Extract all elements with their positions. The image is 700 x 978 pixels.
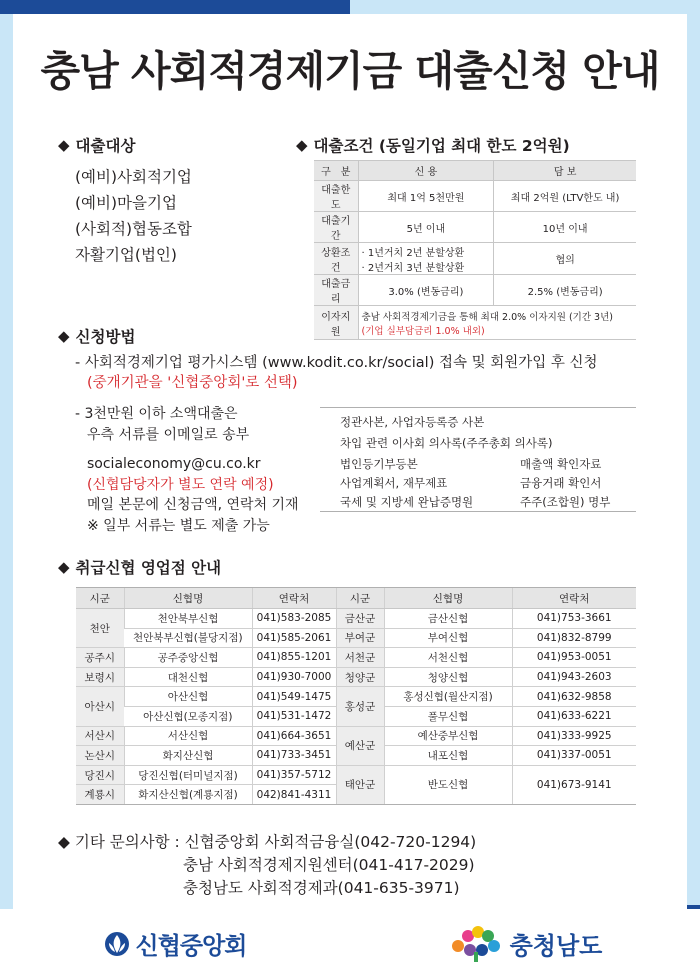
- shinhyup-emblem-icon: [104, 931, 130, 957]
- required-documents: [320, 407, 636, 512]
- document-item: 국세 및 지방세 완납증명원: [340, 495, 474, 509]
- email-address: socialeconomy@cu.co.kr: [87, 456, 261, 472]
- footer-left: [0, 909, 350, 978]
- diamond-bullet-icon: ◆: [58, 327, 70, 345]
- table-row: 천안 천안북부신협 041)583-2085 금산군 금산신협 041)753-3661: [76, 609, 636, 629]
- apply-line-email: - 3천만원 이하 소액대출은 우측 서류를 이메일로 송부 socialeconomy@cu.co.kr (신협담당자가 별도 연락 예정) 메일 본문에 신청금액, 연락처 기재 ※ 일부 서류는 별도 제출 가능: [75, 406, 299, 534]
- table-row: 천안북부신협(불당지점) 041)585-2061 부여군 부여신협 041)832-8799: [76, 628, 636, 648]
- contact-line: 충남 사회적경제지원센터(041-417-2029): [183, 856, 475, 874]
- document-item: 차입 관련 이사회 의사록(주주총회 의사록): [340, 436, 553, 450]
- table-row: 아산시 아산신협 041)549-1475 홍성군 홍성신협(월산지점) 041)632-9858: [76, 687, 636, 707]
- document-item: 법인등기부등본: [340, 457, 418, 471]
- target-item: (예비)사회적기업: [75, 168, 192, 186]
- chungnam-logo: 충청남도: [448, 924, 603, 964]
- target-heading: ◆ 대출대상: [58, 136, 136, 155]
- table-row: 상환조건 · 1년거치 2년 분할상환 · 2년거치 3년 분할상환 협의: [314, 243, 636, 275]
- table-row: 서산시 서산신협 041)664-3651 예산군 예산중부신협 041)333-9925: [76, 726, 636, 746]
- target-item: (사회적)협동조합: [75, 220, 192, 238]
- contact-line: 충청남도 사회적경제과(041-635-3971): [183, 879, 460, 897]
- document-item: 주주(조합원) 명부: [520, 495, 611, 509]
- document-item: 사업계획서, 재무제표: [340, 476, 448, 490]
- diamond-bullet-icon: ◆: [58, 558, 70, 576]
- contact-info: [58, 831, 476, 900]
- table-row: 계룡시 화지산신협(계룡지점) 042)841-4311: [76, 785, 636, 805]
- apply-heading: ◆ 신청방법: [58, 327, 136, 346]
- document-item: 매출액 확인자료: [520, 457, 602, 471]
- branches-heading: ◆ 취급신협 영업점 안내: [58, 558, 222, 577]
- page-title: 충남 사회적경제기금 대출신청 안내: [40, 47, 660, 95]
- table-row: 논산시 화지산신협 041)733-3451 내포신협 041)337-0051: [76, 746, 636, 766]
- diamond-bullet-icon: ◆: [58, 136, 70, 154]
- branches-table: [76, 587, 636, 805]
- table-row: 대출기간 5년 이내 10년 이내: [314, 212, 636, 243]
- table-row: 대출한도 최대 1억 5천만원 최대 2억원 (LTV한도 내): [314, 181, 636, 212]
- document-item: 정관사본, 사업자등록증 사본: [340, 415, 485, 429]
- conditions-table: [314, 160, 636, 340]
- shinhyup-logo: 신협중앙회: [104, 926, 247, 961]
- table-row: 아산신협(모종지점) 041)531-1472 풀무신협 041)633-6221: [76, 706, 636, 726]
- chungnam-emblem-icon: [448, 924, 504, 964]
- table-row: 당진시 당진신협(터미널지점) 041)357-5712 태안군 반도신협 041)673-9141: [76, 765, 636, 785]
- apply-line-online: - 사회적경제기업 평가시스템 (www.kodit.co.kr/social) 접속 및 회원가입 후 신청 (중개기관을 '신협중앙회'로 선택): [75, 355, 598, 391]
- table-row: 공주시 공주중앙신협 041)855-1201 서천군 서천신협 041)953-0051: [76, 648, 636, 668]
- footer-right: [350, 909, 700, 978]
- table-row: 대출금리 3.0% (변동금리) 2.5% (변동금리): [314, 275, 636, 306]
- contact-line: ◆ 기타 문의사항 : 신협중앙회 사회적금융실(042-720-1294): [58, 833, 477, 851]
- diamond-bullet-icon: ◆: [296, 136, 308, 154]
- document-item: 금융거래 확인서: [520, 476, 602, 490]
- table-row: 이자지원 충남 사회적경제기금을 통해 최대 2.0% 이자지원 (기간 3년) (기업 실부담금리 1.0% 내외): [314, 306, 636, 340]
- target-item: (예비)마을기업: [75, 194, 177, 212]
- target-item: 자활기업(법인): [75, 246, 177, 264]
- table-row: 보령시 대천신협 041)930-7000 청양군 청양신협 041)943-2603: [76, 667, 636, 687]
- target-list: [75, 164, 192, 268]
- conditions-heading: ◆ 대출조건 (동일기업 최대 한도 2억원): [296, 136, 570, 155]
- table-header-row: 시군 신협명 연락처 시군 신협명 연락처: [76, 588, 636, 609]
- top-band: [0, 0, 350, 14]
- table-header-row: 구 분 신 용 담 보: [314, 161, 636, 181]
